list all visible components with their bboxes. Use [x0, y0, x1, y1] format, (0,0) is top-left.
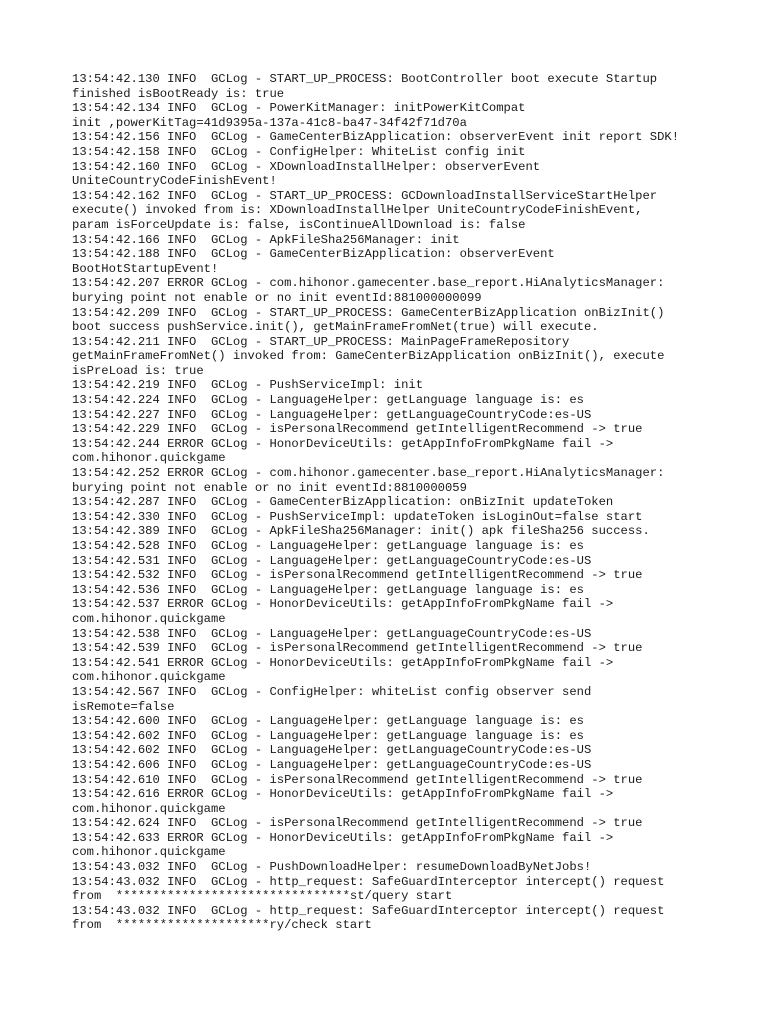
log-line: 13:54:42.389 INFO GCLog - ApkFileSha256Manager: init() apk fileSha256 success. [72, 524, 650, 539]
log-line: 13:54:42.211 INFO GCLog - START_UP_PROCESS: MainPageFrameRepository [72, 334, 570, 349]
log-line: 13:54:42.130 INFO GCLog - START_UP_PROCESS: BootController boot execute Startup [72, 72, 658, 86]
log-line: isRemote=false [72, 699, 175, 714]
log-line: 13:54:42.567 INFO GCLog - ConfigHelper: whiteList config observer send [72, 684, 592, 699]
log-line: 13:54:42.536 INFO GCLog - LanguageHelper: getLanguage language is: es [72, 582, 584, 597]
log-line: getMainFrameFromNet() invoked from: GameCenterBizApplication onBizInit(), execute [72, 349, 665, 364]
log-line: 13:54:42.244 ERROR GCLog - HonorDeviceUtils: getAppInfoFromPkgName fail -> [72, 436, 614, 451]
log-line: param isForceUpdate is: false, isContinueAllDownload is: false [72, 217, 526, 232]
log-line: 13:54:42.252 ERROR GCLog - com.hihonor.gamecenter.base_report.HiAnalyticsManager: [72, 466, 665, 481]
log-line: 13:54:42.158 INFO GCLog - ConfigHelper: WhiteList config init [72, 144, 526, 159]
log-line: BootHotStartupEvent! [72, 261, 219, 276]
log-line: 13:54:42.633 ERROR GCLog - HonorDeviceUtils: getAppInfoFromPkgName fail -> [72, 830, 614, 845]
log-line: 13:54:42.616 ERROR GCLog - HonorDeviceUtils: getAppInfoFromPkgName fail -> [72, 787, 614, 802]
log-line: 13:54:42.188 INFO GCLog - GameCenterBizApplication: observerEvent [72, 247, 555, 262]
log-line: 13:54:43.032 INFO GCLog - http_request: SafeGuardInterceptor intercept() request [72, 874, 665, 889]
log-line: 13:54:42.537 ERROR GCLog - HonorDeviceUtils: getAppInfoFromPkgName fail -> [72, 597, 614, 612]
log-line: 13:54:42.541 ERROR GCLog - HonorDeviceUtils: getAppInfoFromPkgName fail -> [72, 655, 614, 670]
log-line: 13:54:43.032 INFO GCLog - PushDownloadHelper: resumeDownloadByNetJobs! [72, 860, 592, 875]
log-line: 13:54:42.539 INFO GCLog - isPersonalRecommend getIntelligentRecommend -> true [72, 641, 643, 656]
log-line: 13:54:42.224 INFO GCLog - LanguageHelper: getLanguage language is: es [72, 393, 584, 408]
log-text-block [72, 72, 702, 933]
log-line: from *********************ry/check start [72, 918, 372, 933]
log-line: UniteCountryCodeFinishEvent! [72, 174, 277, 189]
log-line: 13:54:42.531 INFO GCLog - LanguageHelper: getLanguageCountryCode:es-US [72, 553, 592, 568]
log-line: 13:54:42.528 INFO GCLog - LanguageHelper: getLanguage language is: es [72, 539, 584, 553]
log-line: com.hihonor.quickgame [72, 451, 226, 466]
log-line: 13:54:42.162 INFO GCLog - START_UP_PROCESS: GCDownloadInstallServiceStartHelper [72, 188, 658, 203]
log-line: burying point not enable or no init eventId:881000000099 [72, 290, 482, 305]
log-line: 13:54:42.624 INFO GCLog - isPersonalRecommend getIntelligentRecommend -> true [72, 816, 643, 831]
log-line: boot success pushService.init(), getMainFrameFromNet(true) will execute. [72, 320, 599, 335]
log-line: 13:54:42.606 INFO GCLog - LanguageHelper: getLanguageCountryCode:es-US [72, 757, 592, 772]
log-line: com.hihonor.quickgame [72, 845, 226, 860]
log-line: from ********************************st/query start [72, 889, 453, 904]
log-line: 13:54:42.207 ERROR GCLog - com.hihonor.gamecenter.base_report.HiAnalyticsManager: [72, 276, 665, 291]
log-line: execute() invoked from is: XDownloadInstallHelper UniteCountryCodeFinishEvent, [72, 203, 643, 218]
log-line: 13:54:42.156 INFO GCLog - GameCenterBizApplication: observerEvent init report SDK! [72, 130, 680, 145]
log-line: 13:54:42.602 INFO GCLog - LanguageHelper: getLanguage language is: es [72, 728, 584, 743]
log-line: 13:54:42.532 INFO GCLog - isPersonalRecommend getIntelligentRecommend -> true [72, 568, 643, 583]
log-line: com.hihonor.quickgame [72, 801, 226, 816]
log-line: 13:54:42.160 INFO GCLog - XDownloadInstallHelper: observerEvent [72, 159, 541, 174]
log-line: 13:54:42.219 INFO GCLog - PushServiceImpl: init [72, 378, 424, 393]
log-line: 13:54:42.602 INFO GCLog - LanguageHelper: getLanguageCountryCode:es-US [72, 743, 592, 758]
log-line: finished isBootReady is: true [72, 86, 285, 101]
log-line: 13:54:42.229 INFO GCLog - isPersonalRecommend getIntelligentRecommend -> true [72, 422, 643, 437]
log-line: 13:54:42.166 INFO GCLog - ApkFileSha256Manager: init [72, 232, 460, 247]
log-line: 13:54:42.538 INFO GCLog - LanguageHelper: getLanguageCountryCode:es-US [72, 626, 592, 641]
log-line: 13:54:42.209 INFO GCLog - START_UP_PROCESS: GameCenterBizApplication onBizInit() [72, 305, 665, 320]
log-line: com.hihonor.quickgame [72, 611, 226, 626]
log-line: burying point not enable or no init eventId:8810000059 [72, 480, 467, 495]
log-line: 13:54:42.227 INFO GCLog - LanguageHelper: getLanguageCountryCode:es-US [72, 407, 592, 422]
log-line: com.hihonor.quickgame [72, 670, 226, 685]
log-line: 13:54:42.287 INFO GCLog - GameCenterBizApplication: onBizInit updateToken [72, 495, 614, 510]
log-line: 13:54:43.032 INFO GCLog - http_request: SafeGuardInterceptor intercept() request [72, 903, 665, 918]
log-line: init ,powerKitTag=41d9395a-137a-41c8-ba47-34f42f71d70a [72, 115, 467, 130]
log-line: 13:54:42.600 INFO GCLog - LanguageHelper: getLanguage language is: es [72, 714, 584, 729]
log-line: 13:54:42.610 INFO GCLog - isPersonalRecommend getIntelligentRecommend -> true [72, 772, 643, 787]
log-line: 13:54:42.134 INFO GCLog - PowerKitManager: initPowerKitCompat [72, 101, 526, 116]
log-line: 13:54:42.330 INFO GCLog - PushServiceImpl: updateToken isLoginOut=false start [72, 509, 643, 524]
log-line: isPreLoad is: true [72, 363, 204, 378]
